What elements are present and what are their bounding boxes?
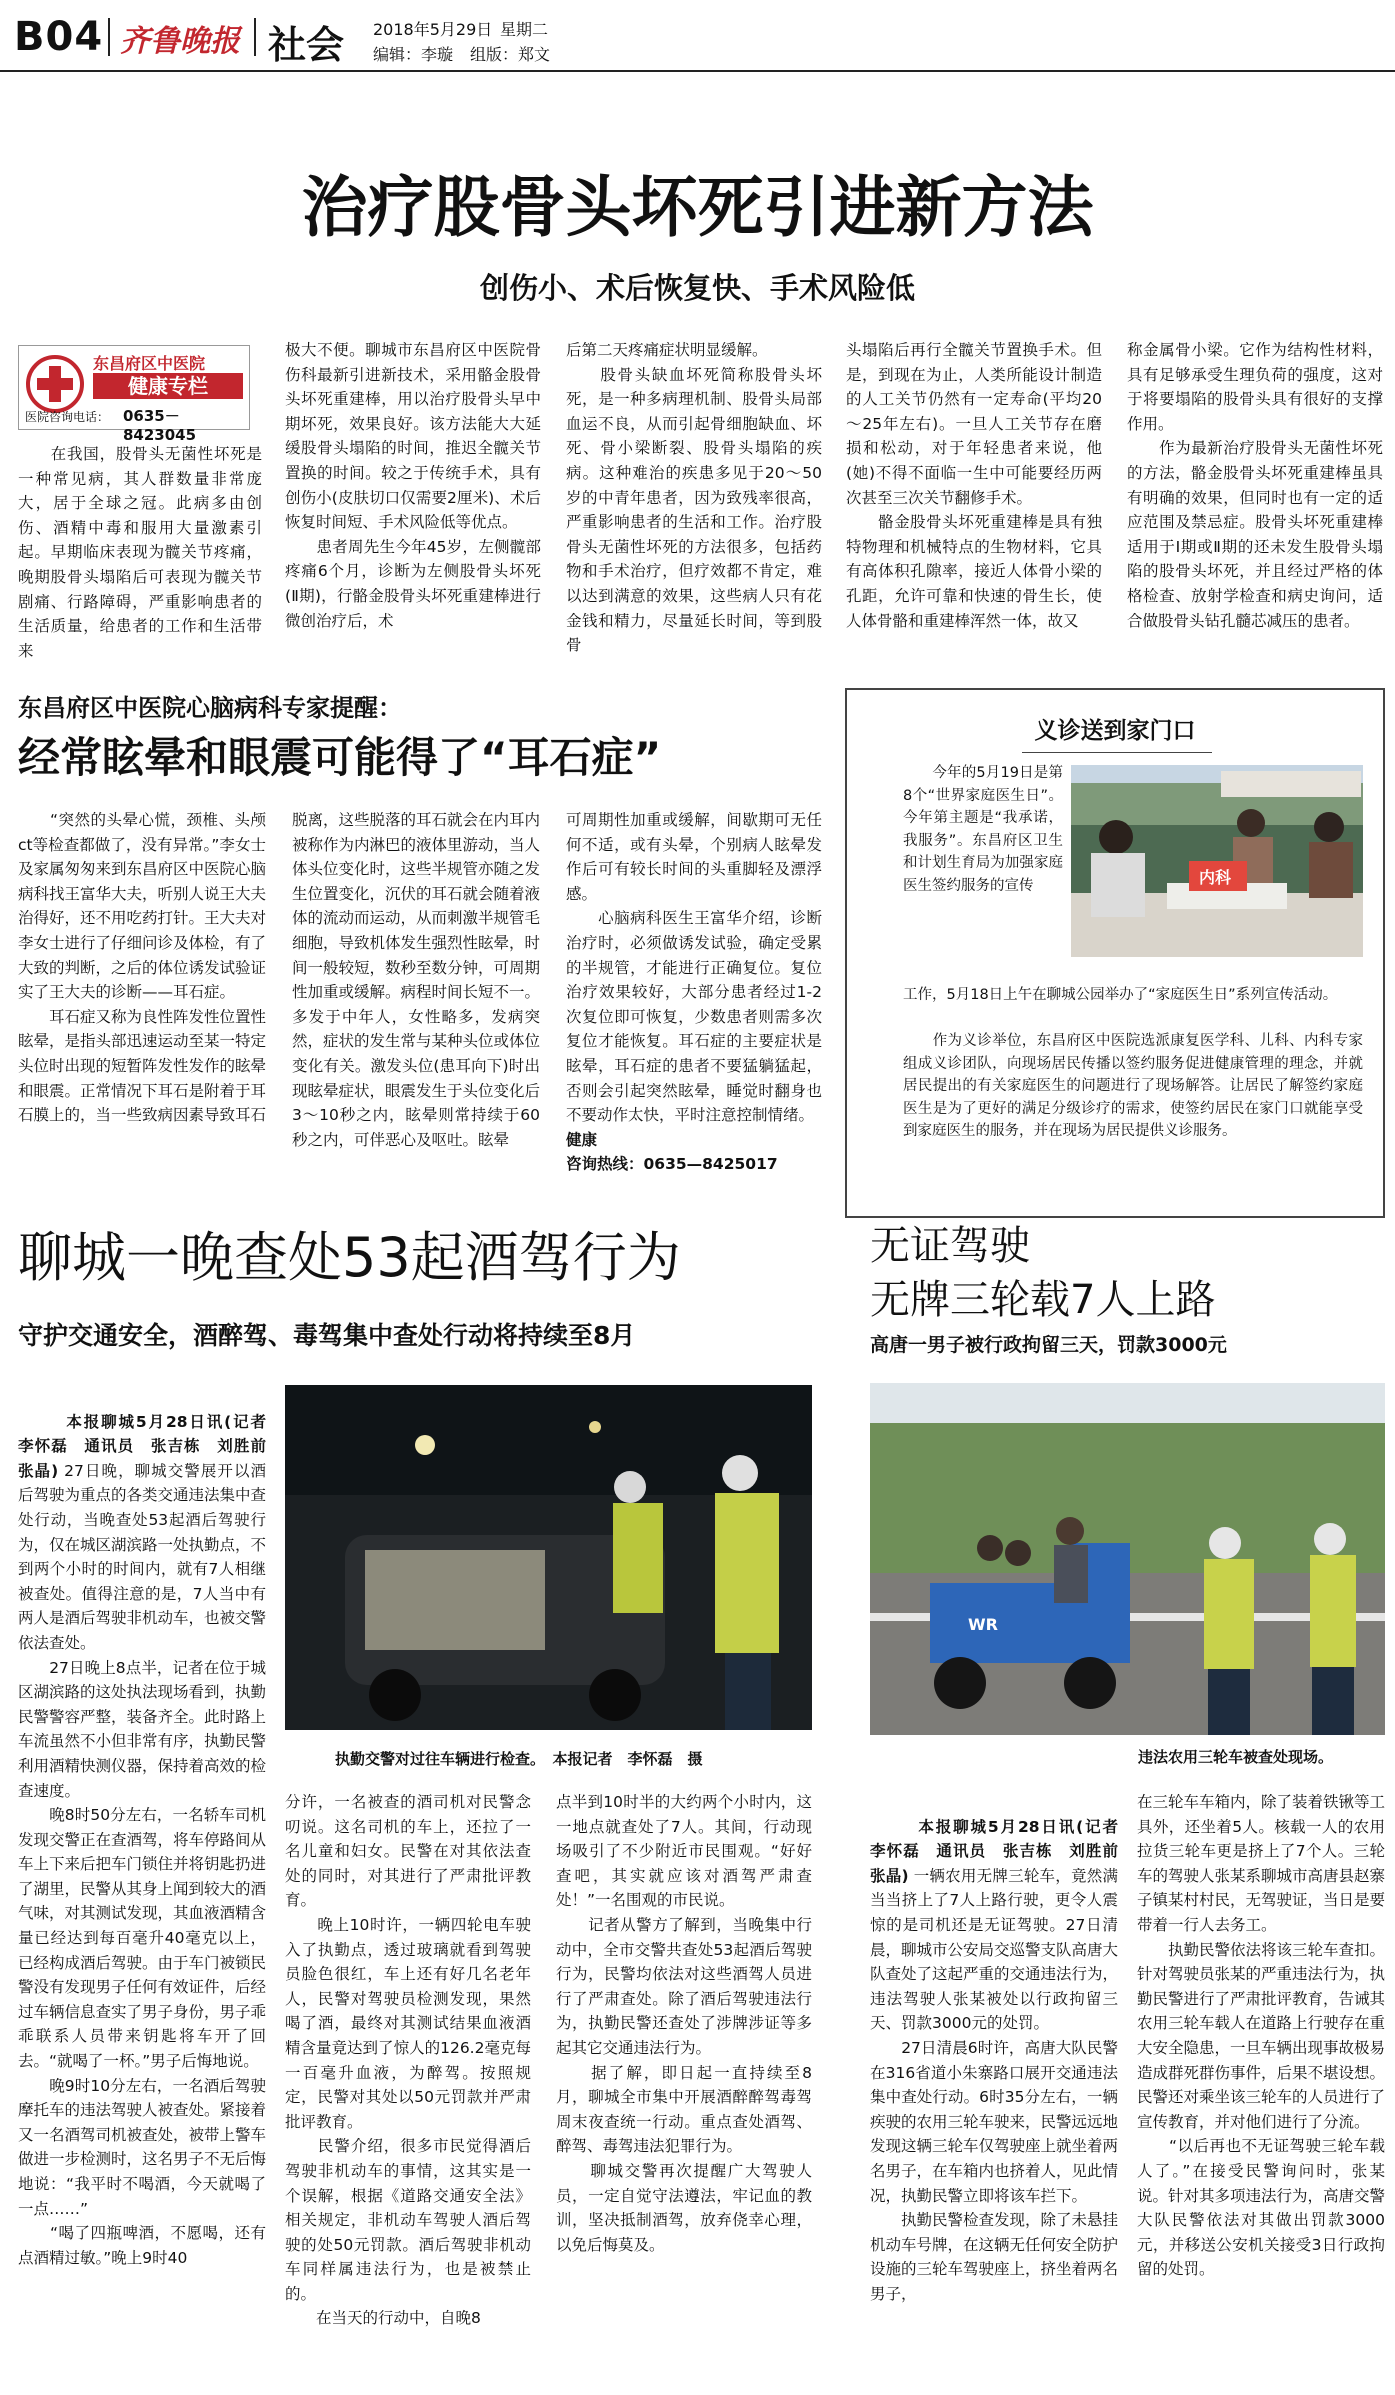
sidebar-title-rule <box>1022 752 1212 753</box>
story1-subheadline: 创伤小、术后恢复快、手术风险低 <box>479 271 915 305</box>
story2-headline: 经常眩晕和眼震可能得了“耳石症” <box>18 733 662 782</box>
story3-subheadline: 守护交通安全，酒醉驾、毒驾集中查处行动将持续至8月 <box>18 1321 636 1350</box>
hospital-logo <box>18 345 250 444</box>
masthead-rule <box>0 70 1395 72</box>
section-name: 社会 <box>268 23 345 67</box>
story2-col3: 可周期性加重或缓解，间歇期可无任何不适，或有头晕，个别病人眩晕发作后可有较长时间的头重脚轻及漂浮感。 心脑病科医生王富华介绍，诊断治疗时，必须做诱发试验，确定受累的半规管，才能进行正确复位。复位治疗效果较好，大部分患者经过1-2次复位即可恢复，少数患者则需多次复位才能恢复。耳石症的主要症状是眩晕，耳石症的患者不要猛躺猛起，否则会引起突然眩晕，睡觉时翻身也不要动作太快，平时注意控制情绪。 <box>566 811 822 1125</box>
story2-col3-wrap <box>566 808 822 1210</box>
logo-phone-label: 医院咨询电话： <box>25 410 110 424</box>
sidebar-title: 义诊送到家门口 <box>1034 718 1196 744</box>
story1-col1: 在我国，股骨头无菌性坏死是一种常见病，其人群数量非常庞大，居于全球之冠。此病多由创伤、酒精中毒和服用大量激素引起。早期临床表现为髋关节疼痛，晚期股骨头塌陷后可表现为髋关节剧痛、行路障碍，严重影响患者的生活质量，给患者的工作和生活带来 <box>18 445 262 660</box>
tricycle-photo-plate: WR <box>968 1615 998 1634</box>
story1-col4: 头塌陷后再行全髋关节置换手术。但是，到现在为止，人类所能设计制造的人工关节仍然有一定寿命(平均20～25年左右)。一旦人工关节存在磨损和松动，对于年轻患者来说，他(她)不得不面临一生中可能要经历两次甚至三次关节翻修手术。 骼金股骨头坏死重建棒是具有独特物理和机械特点的生物材料，它具有高体积孔隙率，接近人体骨小梁的孔距，允许可靠和快速的骨生长，使人体骨骼和重建棒浑然一体，故又 <box>846 341 1102 630</box>
story1-col2: 极大不便。聊城市东昌府区中医院骨伤科最新引进新技术，采用骼金股骨头坏死重建棒，用以治疗股骨头早中期坏死，效果良好。该方法能大大延缓股骨头塌陷的时间，推迟全髋关节置换的时间。较之于传统手术，具有创伤小(皮肤切口仅需要2厘米)、术后恢复时间短、手术风险低等优点。 患者周先生今年45岁，左侧髋部疼痛6个月，诊断为左侧股骨头坏死(Ⅱ期)，行骼金股骨头坏死重建棒进行微创治疗后，术 <box>285 341 541 630</box>
story1-headline: 治疗股骨头坏死引进新方法 <box>301 169 1094 246</box>
story1-col5: 称金属骨小梁。它作为结构性材料，具有足够承受生理负荷的强度，这对于将要塌陷的股骨头具有很好的支撑作用。 作为最新治疗股骨头无菌性坏死的方法，骼金股骨头坏死重建棒虽具有明确的效果，但同时也有一定的适应范围及禁忌症。股骨头坏死重建棒适用于Ⅰ期或Ⅱ期的还未发生股骨头塌陷的股骨头坏死，并且经过严格的体格检查、放射学检查和病史询问，适合做股骨头钻孔髓芯减压的患者。 <box>1127 341 1383 630</box>
story4-dateline: 本报聊城5月28日讯(记者 李怀磊 通讯员 张吉栋 刘胜前 张晶) <box>870 1817 1134 1885</box>
logo-hospital-name: 东昌府区中医院 <box>93 354 206 373</box>
paper-name: 齐鲁晚报 <box>120 24 240 59</box>
masthead-divider-2 <box>254 18 256 56</box>
checkpoint-photo-caption: 执勤交警对过往车辆进行检查。 本报记者 李怀磊 摄 <box>335 1750 703 1768</box>
tricycle-photo-caption: 违法农用三轮车被查处现场。 <box>1138 1748 1334 1766</box>
logo-column-name: 健康专栏 <box>93 373 243 399</box>
layout-credit: 组版：郑文 <box>470 45 551 64</box>
tricycle-photo <box>870 1383 1385 1735</box>
story2-hotline: 咨询热线：0635—8425017 <box>566 1155 778 1174</box>
story4-col2: 在三轮车车箱内，除了装着铁锹等工具外，还坐着5人。核载一人的农用拉货三轮车更是挤上了7个人。三轮车的驾驶人张某系聊城市高唐县赵寨子镇某村村民，无驾驶证，当日是要带着一行人去务工。 执勤民警依法将该三轮车查扣。针对驾驶员张某的严重违法行为，执勤民警进行了严肃批评教育，告诫其农用三轮车载人在道路上行驶存在重大安全隐患，一旦车辆出现事故极易造成群死群伤事件，后果不堪设想。民警还对乘坐该三轮车的人员进行了宣传教育，并对他们进行了分流。 “以后再也不无证驾驶三轮车载人了。”在接受民警询问时，张某说。针对其多项违法行为，高唐交警大队民警依法对其做出罚款3000元，并移送公安机关接受3日行政拘留的处罚。 <box>1137 1793 1386 2279</box>
story4-headline-line1: 无证驾驶 <box>870 1223 1030 1269</box>
story3-headline: 聊城一晚查处53起酒驾行为 <box>18 1226 681 1289</box>
checkpoint-photo <box>285 1385 812 1730</box>
story4-headline-line2: 无牌三轮载7人上路 <box>870 1277 1216 1323</box>
masthead-divider <box>108 18 110 56</box>
sidebar-para2: 作为义诊举位，东昌府区中医院选派康复医学科、儿科、内科专家组成义诊团队，向现场居民传播以签约服务促进健康管理的理念，并就居民提出的有关家庭医生的问题进行了现场解答。让居民了解签约家庭医生是为了更好的满足分级诊疗的需求，使签约居民在家门口就能享受到家庭医生的服务，并在现场为居民提供义诊服务。 <box>903 1033 1363 1139</box>
issue-date: 2018年5月29日 <box>373 20 493 39</box>
sidebar-intro: 今年的5月19日是第8个“世界家庭医生日”。今年第主题是“我承诺，我服务”。东昌府区卫生和计划生育局为加强家庭医生签约服务的宣传 <box>903 765 1063 894</box>
sidebar-box <box>845 688 1385 1218</box>
clinic-photo-sign: 内科 <box>1199 868 1232 887</box>
masthead <box>0 0 1395 70</box>
cross-emblem-icon <box>25 354 85 414</box>
story4-subheadline: 高唐一男子被行政拘留三天，罚款3000元 <box>870 1334 1227 1356</box>
story3-col2: 分许，一名被查的酒司机对民警念叨说。这名司机的车上，还拉了一名儿童和妇女。民警在对其依法查处的同时，对其进行了严肃批评教育。 晚上10时许，一辆四轮电车驶入了执勤点，透过玻璃就看到驾驶员脸色很红，车上还有好几名老年人，民警对驾驶员检测发现，果然喝了酒，最终对其测试结果血液酒精含量竟达到了惊人的126.2毫克每一百毫升血液，为醉驾。按照规定，民警对其处以50元罚款并严肃批评教育。 民警介绍，很多市民觉得酒后驾驶非机动车的事情，这其实是一个误解，根据《道路交通安全法》相关规定，非机动车驾驶人酒后驾驶的处50元罚款。酒后驾驶非机动车同样属违法行为，也是被禁止的。 在当天的行动中，自晚8 <box>285 1793 531 2328</box>
clinic-photo <box>1071 765 1363 957</box>
issue-weekday: 星期二 <box>500 20 549 39</box>
story3-col1 <box>18 1385 282 2390</box>
page-number: B04 <box>14 14 104 60</box>
logo-phone: 0635－8423045 <box>123 407 197 444</box>
story3-col1-body: 27日晚，聊城交警展开以酒后驾驶为重点的各类交通违法集中查处行动，当晚查处53起酒后驾驶行为，仅在城区湖滨路一处执勤点，不到两个小时的时间内，就有7人相继被查处。值得注意的是，7人当中有两人是酒后驾驶非机动车，也被交警依法查处。 27日晚上8点半，记者在位于城区湖滨路的这处执法现场看到，执勤民警警容严整，装备齐全。此时路上车流虽然不小但非常有序，执勤民警利用酒精快测仪器，保持着高效的检查速度。 晚8时50分左右，一名轿车司机发现交警正在查酒驾，将车停路间从车上下来后把车门锁住并将钥匙扔进了湖里，民警从其身上闻到较大的酒气味，对其测试发现，其血液酒精含量已经达到每百毫升40毫克以上，已经构成酒后驾驶。由于车门被锁民警没有发现男子任何有效证件，后经过车辆信息查实了男子身份，男子乖乖联系人员带来钥匙将车开了回去。“就喝了一杯。”男子后悔地说。 晚9时10分左右，一名酒后驾驶摩托车的违法驾驶人被查处。紧接着又一名酒驾司机被查处，被带上警车做进一步检测时，这名男子不无后悔地说：“我平时不喝酒，今天就喝了一点……” “喝了四瓶啤酒，不愿喝，还有点酒精过敏。”晚上9时40 <box>18 1461 267 2267</box>
story2-col2: 脱离，这些脱落的耳石就会在内耳内被称作为内淋巴的液体里游动，当人体头位变化时，这些半规管亦随之发生位置变化，沉伏的耳石就会随着液体的流动而运动，从而刺激半规管毛细胞，导致机体发生强烈性眩晕，时间一般较短，数秒至数分钟，可周期性加重或缓解。病程时间长短不一。多发于中年人，女性略多，发病突然，症状的发生常与某种头位或体位变化有关。激发头位(患耳向下)时出现眩晕症状，眼震发生于头位变化后3～10秒之内，眩晕则常持续于60秒之内，可伴恶心及呕吐。眩晕 <box>292 811 541 1149</box>
story1-col3: 后第二天疼痛症状明显缓解。 股骨头缺血坏死简称股骨头坏死，是一种多病理机制、股骨头局部血运不良，从而引起骨细胞缺血、坏死、骨小梁断裂、股骨头塌陷的疾病。这种难治的疾患多见于20～50岁的中青年患者，因为致残率很高，严重影响患者的生活和工作。治疗股骨头无菌性坏死的方法很多，包括药物和手术治疗，但疗效都不肯定，难以达到满意的效果，这些病人只有花金钱和精力，尽量延长时间，等到股骨 <box>566 341 822 655</box>
story3-dateline: 本报聊城5月28日讯(记者 李怀磊 通讯员 张吉栋 刘胜前 张晶) <box>18 1412 282 1480</box>
sidebar-para1: 工作，5月18日上午在聊城公园举办了“家庭医生日”系列宣传活动。 <box>903 987 1338 1003</box>
editor-credit: 编辑：李璇 <box>373 45 454 64</box>
story2-hotline-label: 健康 <box>566 1130 598 1149</box>
story2-kicker: 东昌府区中医院心脑病科专家提醒： <box>18 694 402 722</box>
story4-col1-body: 一辆农用无牌三轮车，竟然满当当挤上了7人上路行驶，更令人震惊的是司机还是无证驾驶。27日清晨，聊城市公安局交巡警支队高唐大队查处了这起严重的交通违法行为，违法驾驶人张某被处以行政拘留三天、罚款3000元的处罚。 27日清晨6时许，高唐大队民警在316省道小朱寨路口展开交通违法集中查处行动。6时35分左右，一辆疾驶的农用三轮车驶来，民警远远地发现这辆三轮车仅驾驶座上就坐着两名男子，在车箱内也挤着人，见此情况，执勤民警立即将该车拦下。 执勤民警检查发现，除了未悬挂机动车号牌，在这辆无任何安全防护设施的三轮车驾驶座上，挤坐着两名男子， <box>870 1866 1119 2303</box>
story4-col1 <box>870 1790 1134 2390</box>
story2-col1: “突然的头晕心慌，颈椎、头颅ct等检查都做了，没有异常。”李女士及家属匆匆来到东昌府区中医院心脑病科找王富华大夫，听别人说王大夫治得好，还不用吃药打针。王大夫对李女士进行了仔细问诊及体检，有了大致的判断，之后的体位诱发试验证实了王大夫的诊断——耳石症。 耳石症又称为良性阵发性位置性眩晕，是指头部迅速运动至某一特定头位时出现的短暂阵发性发作的眩晕和眼震。正常情况下耳石是附着于耳石膜上的，当一些致病因素导致耳石 <box>18 811 267 1125</box>
story3-col3: 点半到10时半的大约两个小时内，这一地点就查处了7人。其间，行动现场吸引了不少附近市民围观。“好好查吧，其实就应该对酒驾严肃查处！”一名围观的市民说。 记者从警方了解到，当晚集中行动中，全市交警共查处53起酒后驾驶行为，民警均依法对这些酒驾人员进行了严肃查处。除了酒后驾驶违法行为，执勤民警还查处了涉牌涉证等多起其它交通违法行为。 据了解，即日起一直持续至8月，聊城全市集中开展酒醉醉驾毒驾周末夜查统一行动。重点查处酒驾、醉驾、毒驾违法犯罪行为。 聊城交警再次提醒广大驾驶人员，一定自觉守法遵法，牢记血的教训，坚决抵制酒驾，放弃侥幸心理，以免后悔莫及。 <box>556 1793 812 2254</box>
